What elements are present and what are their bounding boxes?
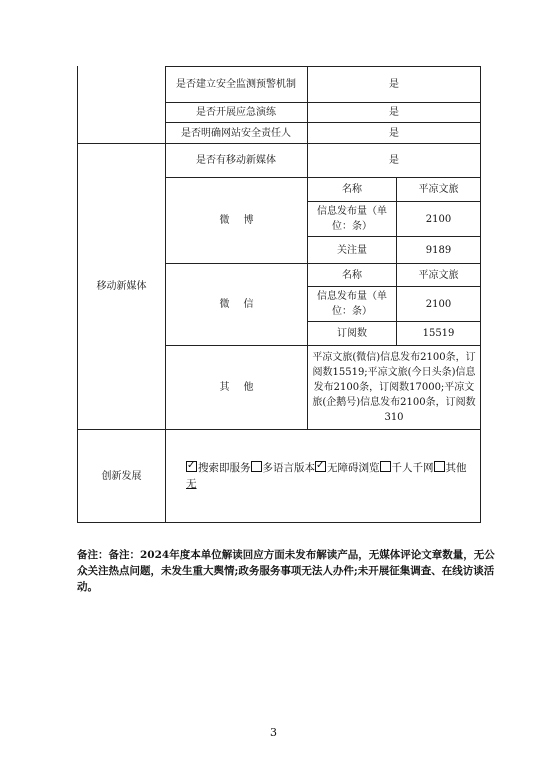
other-value: 无 [186,478,197,490]
weibo-followers-label: 关注量 [337,244,367,256]
innovation-options [186,460,478,492]
responsible-question: 是否明确网站安全责任人 [181,127,291,139]
option-other[interactable]: 其他 [434,462,467,474]
weibo-label: 微博 [219,215,268,226]
drill-answer: 是 [389,107,399,118]
has-media-question: 是否有移动新媒体 [196,155,276,166]
other-label: 其他 [219,382,268,393]
weibo-posts-value: 2100 [425,213,452,225]
weibo-name-value: 平凉文旅 [418,184,459,195]
innovation-label: 创新发展 [101,470,142,482]
weibo-name-header: 名称 [342,184,362,195]
rule [307,177,308,429]
option-search-as-service[interactable]: ✓搜索即服务 [186,462,251,474]
has-media-answer: 是 [389,155,399,166]
monitoring-question: 是否建立安全监测预警机制 [176,79,296,90]
weibo-posts-label: 信息发布量（单位：条） [317,206,387,232]
rule [77,522,481,523]
wechat-label: 微信 [219,299,268,310]
checkbox-empty-icon[interactable] [434,461,445,472]
wechat-subs-value: 15519 [422,328,455,339]
checkbox-checked-icon[interactable] [315,461,326,472]
drill-question: 是否开展应急演练 [196,107,276,118]
responsible-answer: 是 [389,127,399,139]
other-text: 平凉文旅(微信)信息发布2100条，订阅数15519;平凉文旅(今日头条)信息发布2100条，订阅数17000;平凉文旅(企鹅号)信息发布2100条，订阅数310 [312,352,476,423]
wechat-name-header: 名称 [342,269,362,281]
checkbox-empty-icon[interactable] [251,461,262,472]
wechat-subs-label: 订阅数 [337,328,367,339]
rule [480,66,481,523]
wechat-name-value: 平凉文旅 [418,269,459,281]
option-accessibility[interactable]: ✓ 无障碍浏览 [315,462,380,474]
weibo-followers-value: 9189 [425,244,452,256]
wechat-posts-value: 2100 [425,298,452,310]
mobile-media-label: 移动新媒体 [96,281,147,292]
checkbox-checked-icon[interactable] [186,461,197,472]
wechat-posts-label: 信息发布量（单位：条） [317,291,387,317]
page-number: 3 [270,726,277,739]
option-personalized[interactable]: 千人千网 [380,462,434,474]
checkbox-empty-icon[interactable] [380,461,391,472]
option-multilingual[interactable]: 多语言版本 [251,462,316,474]
footnote: 备注：备注：2024年度本单位解读回应方面未发布解读产品，无媒体评论文章数量，无公众关注热点问题，未发生重大舆情;政务服务事项无法人办件;未开展征集调查、在线访谈活动。 [77,549,495,593]
monitoring-answer: 是 [389,79,399,90]
